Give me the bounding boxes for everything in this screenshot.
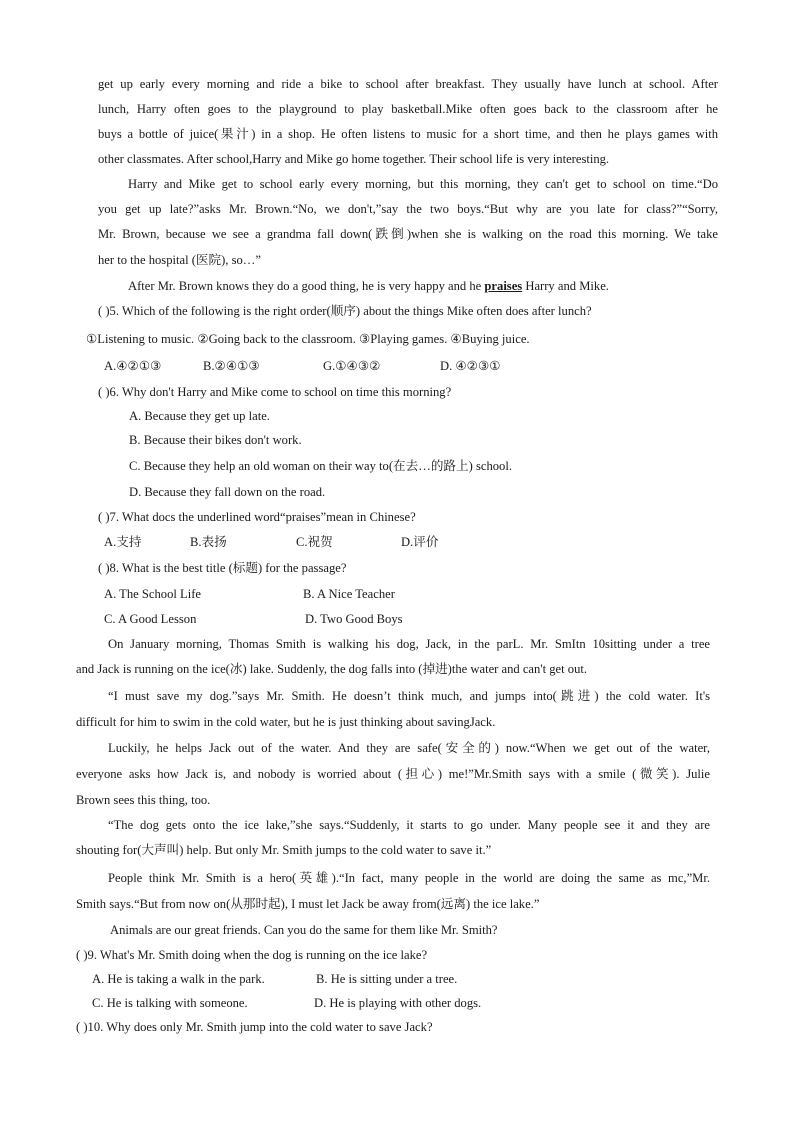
passage2-line: People think Mr. Smith is a hero(英雄).“In fact, many people in the world are doing the same as mc,”Mr. (108, 871, 710, 885)
question-9-option-a: A. He is taking a walk in the park. (92, 972, 265, 986)
passage2-line: Brown sees this thing, too. (76, 793, 211, 807)
question-6-option-a: A. Because they get up late. (129, 409, 270, 423)
question-9-option-b: B. He is sitting under a tree. (316, 972, 458, 986)
question-6-stem: ( )6. Why don't Harry and Mike come to school on time this morning? (98, 385, 452, 399)
passage2-line: On January morning, Thomas Smith is walking his dog, Jack, in the parL. Mr. SmItn 10sitting under a tree (108, 637, 710, 651)
underlined-word-praises: praises (484, 279, 523, 293)
passage1-last-after: Harry and Mike. (522, 279, 609, 293)
passage2-line: and Jack is running on the ice(冰) lake. Suddenly, the dog falls into (掉进)the water and can't get out. (76, 662, 588, 676)
question-9-option-c: C. He is talking with someone. (92, 996, 248, 1010)
question-6-option-b: B. Because their bikes don't work. (129, 433, 302, 447)
passage1-last-line (128, 278, 609, 294)
passage1-line: her to the hospital (医院), so…” (98, 253, 261, 267)
passage2-line: “I must save my dog.”says Mr. Smith. He doesn’t think much, and jumps into(跳进) the cold water. It's (108, 689, 710, 703)
passage2-line: shouting for(大声叫) help. But only Mr. Smith jumps to the cold water to save it.” (76, 843, 492, 857)
question-5-option-b: B.②④①③ (203, 359, 260, 373)
passage1-line: buys a bottle of juice(果汁) in a shop. He often listens to music for a short time, and then he plays games with (98, 127, 718, 141)
question-8-option-c: C. A Good Lesson (104, 612, 197, 626)
passage2-line: difficult for him to swim in the cold water, but he is just thinking about savingJack. (76, 715, 496, 729)
question-9-option-d: D. He is playing with other dogs. (314, 996, 482, 1010)
passage2-line: Luckily, he helps Jack out of the water. And they are safe(安全的) now.“When we get out of the water, (108, 741, 710, 755)
passage2-line: Smith says.“But from now on(从那时起), I must let Jack be away from(远离) the ice lake.” (76, 897, 540, 911)
passage1-line: lunch, Harry often goes to the playground to play basketball.Mike often goes back to the classroom after he (98, 102, 718, 116)
question-7-option-c: C.祝贺 (296, 535, 333, 549)
question-8-stem: ( )8. What is the best title (标题) for the passage? (98, 561, 347, 575)
passage1-line: get up early every morning and ride a bike to school after breakfast. They usually have lunch at school. After (98, 77, 718, 91)
passage1-line: Mr. Brown, because we see a grandma fall down(跌倒)when she is walking on the road this morning. We take (98, 227, 718, 241)
question-8-option-b: B. A Nice Teacher (303, 587, 395, 601)
passage2-line: “The dog gets onto the ice lake,”she says.“Suddenly, it starts to go under. Many people see it and they are (108, 818, 710, 832)
question-7-option-d: D.评价 (401, 535, 439, 549)
question-8-option-a: A. The School Life (104, 587, 201, 601)
question-6-option-c: C. Because they help an old woman on their way to(在去…的路上) school. (129, 459, 512, 473)
question-5-option-c: G.①④③② (323, 359, 381, 373)
passage1-line: other classmates. After school,Harry and Mike go home together. Their school life is very interesting. (98, 152, 610, 166)
question-8-option-d: D. Two Good Boys (305, 612, 403, 626)
question-6-option-d: D. Because they fall down on the road. (129, 485, 326, 499)
question-5-option-d: D. ④②③① (440, 359, 501, 373)
passage1-line: Harry and Mike get to school early every morning, but this morning, they can't get to school on time.“Do (128, 177, 718, 191)
question-7-stem: ( )7. What docs the underlined word“praises”mean in Chinese? (98, 510, 416, 524)
question-7-option-a: A.支持 (104, 535, 142, 549)
passage2-line: Animals are our great friends. Can you do the same for them like Mr. Smith? (110, 923, 498, 937)
question-5-items: ①Listening to music. ②Going back to the classroom. ③Playing games. ④Buying juice. (86, 332, 530, 346)
question-10-stem: ( )10. Why does only Mr. Smith jump into the cold water to save Jack? (76, 1020, 433, 1034)
question-5-stem: ( )5. Which of the following is the right order(顺序) about the things Mike often does after lunch? (98, 304, 592, 318)
passage1-line: you get up late?”asks Mr. Brown.“No, we don't,”say the two boys.“But why are you late for class?”“Sorry, (98, 202, 718, 216)
question-7-option-b: B.表扬 (190, 535, 227, 549)
passage1-last-before: After Mr. Brown knows they do a good thing, he is very happy and he (128, 279, 485, 293)
question-5-option-a: A.④②①③ (104, 359, 162, 373)
passage2-line: everyone asks how Jack is, and nobody is worried about (担心) me!”Mr.Smith says with a smile (微笑). Julie (76, 767, 710, 781)
question-9-stem: ( )9. What's Mr. Smith doing when the dog is running on the ice lake? (76, 948, 428, 962)
